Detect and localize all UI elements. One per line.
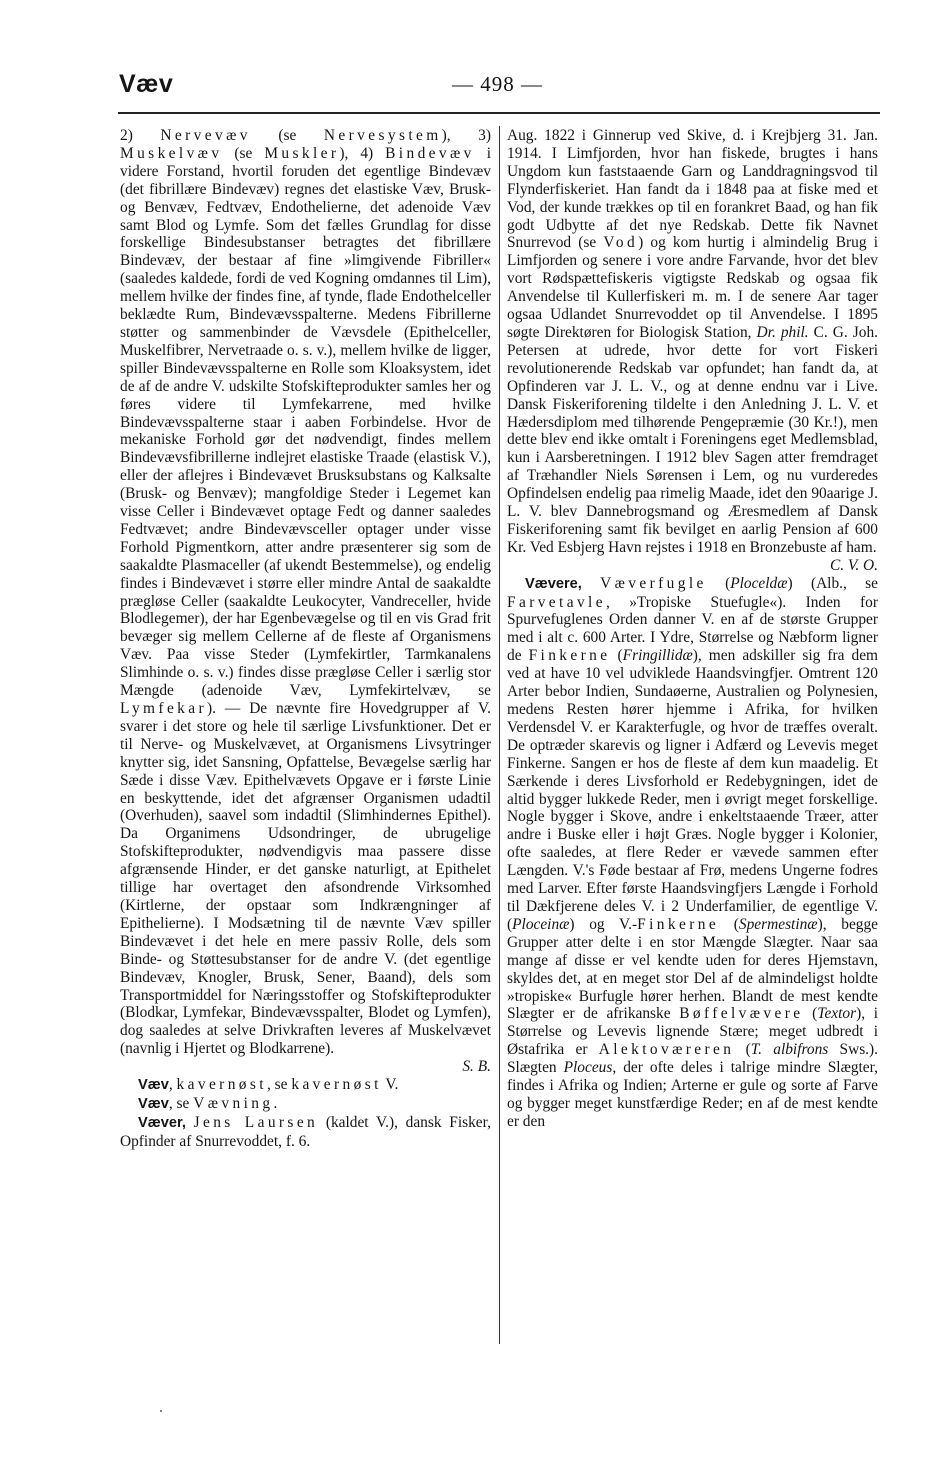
cross-reference: Vod — [603, 234, 639, 252]
entry-lemma: Væv — [138, 1077, 169, 1094]
text-run: ( — [706, 574, 731, 592]
text-run: (se — [222, 144, 265, 162]
entry-lemma: Vævere, — [525, 575, 582, 592]
header-rule — [118, 112, 880, 114]
cross-reference: kavernøst — [291, 1076, 382, 1094]
entry-lemma: Væv — [138, 1095, 169, 1112]
italic-term: Ploceus — [563, 1059, 613, 1077]
text-run: , »Tropiske Stuefugle«). Inden for Spurvefuglenes Orden danner V. en af de største Grupper med i alt c. 600 Arter. I Ydre, Størrelse og Næbform ligner de — [507, 593, 878, 665]
spaced-term: Alektoværeren — [598, 1041, 735, 1059]
text-run: ( — [803, 1005, 818, 1023]
cross-reference: Lymfekar — [120, 700, 208, 717]
spaced-term: Finkerne — [637, 915, 720, 933]
italic-term: Ploceinæ — [512, 915, 570, 933]
text-run: ), 3) — [441, 127, 491, 144]
spaced-term: Væverfugle — [600, 574, 707, 592]
print-speck — [160, 1410, 162, 1412]
text-run — [582, 575, 600, 592]
text-run: ), 4) — [339, 144, 386, 162]
text-run: , der ofte deles i talrige mindre Slægter, findes i Afrika og Indien; Arterne er gule og sorte af Farve og bygger meget kunstfærdige Reder; en af de mest kendte er den — [507, 1059, 878, 1130]
running-head-headword: Væv — [119, 70, 174, 98]
cross-reference: Farvetavle — [507, 593, 606, 611]
entry-vaev-kavernoest — [120, 1076, 491, 1095]
text-run: ), men adskiller sig fra dem ved at have 10 vel udviklede Haandsvingfjer. Omtrent 120 Arter bebor Indien, Sundaøerne, Australien og Polynesien, medens Resten hører hjemme i Afrika, for hvilken Verdensdel V. er Karakterfugle, og hvor de træffes overalt. De optræder skarevis og ligner i Adfærd og Levevis meget Finkerne. Sangen er hos de fleste af dem kun maadelig. Et Særkende i deres Livsforhold er Redebygningen, idet de altid bygger lukkede Reder, men i øvrigt meget forskellige. Nogle bygger i Skove, andre i enkeltstaaende Træer, atter andre i Buske eller i højt Græs. Nogle bygger i Kolonier, ofte saaledes, at flere Reder er vævede sammen efter Længden. V.'s Føde bestaar af Frø, medens Ungerne fodres med Larver. Efter første Haandsvingfjers Længde i Forhold til Dækfjerene deles V. i 2 Underfamilier, de egentlige V. ( — [507, 647, 879, 933]
left-column — [120, 127, 491, 1151]
text-run: V. — [381, 1076, 399, 1094]
entry-lemma: Væver, — [138, 1114, 186, 1131]
text-run: , se — [266, 1076, 292, 1094]
text-run: Sws.). Slægten — [507, 1041, 879, 1077]
entry-vaever-continuation — [507, 127, 878, 574]
text-run: ( — [719, 915, 739, 933]
column-divider — [499, 126, 500, 1344]
entry-vaev-vaevning — [120, 1095, 491, 1114]
text-run: 2) — [120, 127, 161, 144]
text-run: , — [168, 1076, 177, 1094]
author-signature: C. V. O. — [829, 556, 878, 574]
spaced-term: Finkerne — [528, 647, 611, 665]
text-run: ( — [610, 647, 623, 665]
text-run: (se — [250, 127, 324, 144]
spaced-term: Bindevæv — [385, 144, 475, 162]
entry-vaever — [120, 1114, 491, 1151]
italic-term: T. albifrons — [750, 1041, 829, 1059]
spaced-term: Muskelvæv — [120, 144, 223, 162]
author-signature: S. B. — [462, 1058, 491, 1076]
text-run: ), i Størrelse og Levevis lignende Stære; meget udbredt i Østafrika er — [507, 1005, 878, 1059]
page-number: — 498 — — [452, 72, 543, 96]
spaced-term: kavernøst — [176, 1076, 267, 1094]
italic-term: Ploceldæ — [730, 574, 788, 592]
spaced-term: Nervevæv — [160, 127, 251, 144]
text-run: Aug. 1822 i Ginnerup ved Skive, d. i Krejbjerg 31. Jan. 1914. I Limfjorden, hvor han fiskede, brugtes i hans Ungdom kun faststaaende Garn og Landdragningsvod til Flynderfiskeriet. Han fandt da i 1848 paa at fiske med et Vod, der kunde trækkes op til en forankret Baad, og han fik godt Udbytte af det nye Redskab. Dette fik Navnet Snurrevod (se — [507, 127, 878, 252]
person-name: Jens Laursen — [193, 1113, 319, 1131]
entry-vaev-continuation — [120, 127, 491, 1058]
cross-reference: Nervesystem — [323, 127, 442, 144]
text-run: . — [273, 1094, 278, 1112]
text-run: C. G. Joh. Petersen at udrede, hvor dette for vort Fiskeri revolutionerende Redskab var opfundet; han fandt da, at Opfinderen var J. L. V., og at denne endnu var i Live. Dansk Fiskeriforening tildelte i den Anledning J. L. V. et Hædersdiplom med tilhørende Pengepræmie (30 Kr.!), men dette blev end ikke omtalt i Foreningens eget Medlemsblad, kun i Aarsberetningen. I 1912 blev Sagen atter fremdraget af Træhandler Niels Sørensen i Lem, og nu vurderedes Opfindelsen endelig paa rimelig Maade, idet den 90aarige J. L. V. blev Dannebrogsmand og Æresmedlem af Dansk Fiskeriforening samt fik bevilget en aarlig Pension af 600 Kr. Ved Esbjerg Havn rejstes i 1918 en Bronzebuste af ham. — [507, 323, 878, 556]
cross-reference: Muskler — [264, 144, 340, 162]
text-run: , se — [168, 1094, 194, 1112]
italic-term: Spermestinæ — [738, 915, 818, 933]
spaced-term: Bøffelvævere — [679, 1005, 804, 1023]
text-run: ) og kom hurtig i almindelig Brug i Limfjorden og senere i vore andre Farvande, hvor det blev vort Rødspættefiskeris vigtigste Redskab og ogsaa fik Anvendelse til Kullerfiskeri m. m. I de senere Aar tager ogsaa Udlandet Snurrevoddet op til Anvendelse. I 1895 søgte Direktøren for Biologisk Station, — [507, 234, 878, 341]
text-run: ). — De nævnte fire Hovedgrupper af V. svarer i det store og hele til særlige Livsfunktioner. Det er til Nerve- og Muskelvævet, at Organismens Livsytringer knytter sig, idet Sansning, Opfattelse, Bevægelse særlig har Sæde i disse Væv. Epithelvævets Opgave er i første Linie en beskyttende, idet det afgrænser Organismen udadtil (Overhuden), saavel som indadtil (Slimhindernes Epithel). Da Organimens Udsondringer, de ubrugelige Stofskifteprodukter, nødvendigvis maa passere disse afgrænsende Hinder, er det ganske naturligt, at Epithelet tillige har overtaget den afsondrende Virksomhed (Kirtlerne, der opstaar som Indkrængninger af Epithelierne). I Modsætning til de nævnte Væv spiller Bindevævet i det hele en mere passiv Rolle, dels som Binde- og Støttesubstanser for de andre V. (det egentlige Bindevæv, Knogler, Brusk, Sener, Baand), dels som Transportmiddel for Næringsstoffer og Stofskifteprodukter (Blodkar, Lymfekar, Bindevævsspalter, Blodet og Lymfen), dog saaledes at selve Drivkraften leveres af Muskelvævet (navnlig i Hjertet og Blodkarrene). — [120, 700, 491, 1058]
text-run: (kaldet V.), dansk Fisker, Opfinder af Snurrevoddet, f. 6. — [120, 1113, 491, 1150]
right-column — [507, 127, 878, 1131]
text-run: ( — [734, 1041, 751, 1059]
text-run: ) og V.- — [569, 915, 638, 933]
text-run — [186, 1114, 194, 1131]
text-run: ) (Alb., se — [787, 574, 878, 592]
italic-term: Fringillidæ — [622, 647, 693, 665]
text-run: i videre Forstand, hvortil foruden det egentlige Bindevæv (det fibrillære Bindevæv) regnes det elastiske Væv, Brusk- og Benvæv, Fedtvæv, Endothelierne, det adenoide Væv samt Blod og Lymfe. Som det fælles Grundlag for disse forskellige Bindesubstanser betragtes det fibrillære Bindevæv, der bestaar af fine »limgivende Fibriller« (saaledes kaldede, fordi de ved Kogning omdannes til Lim), mellem hvilke der findes fine, af tynde, flade Endothelceller beklædte Rum, Bindevævsspalterne. Medens Fibrillerne støtter og sammenbinder de Vævsdele (Epithelceller, Muskelfibrer, Nervetraade o. s. v.), mellem hvilke de ligger, spiller Bindevævsspalterne en Rolle som Kloaksystem, idet de af de andre V. udskilte Stofskifteprodukter samles her og føres videre til Lymfekarrene, med hvilke Bindevævsspalterne staar i aaben Forbindelse. Hvor de mekaniske Forhold gør det nødvendigt, findes mellem Bindevævsfibrillerne indlejret elastiske Traade (elastisk V.), eller der aflejres i Bindevævet Brusksubstans og Kalksalte (Brusk- og Benvæv); mangfoldige Steder i Legemet kan visse Celler i Bindevævet optage Fedt og danner saaledes Fedtvævet; andre Bindevævsceller optager under visse Forhold Pigmentkorn, atter andre præsenterer sig som de saakaldte Plasmaceller (af ukendt Bestemmelse), og endelig findes i Bindevævet i større eller mindre Antal de saakaldte prægløse Celler (saakaldte Leukocyter, Vandreceller, hvide Blodlegemer), der har Egenbevægelse og til en vis Grad frit bevæger sig mellem Cellerne af de fleste af Organismens Væv. Paa visse Steder (Lymfekirtler, Tarmkanalens Slimhinde o. s. v.) findes disse prægløse Celler i særlig stor Mængde (adenoide Væv, Lymfekirtelvæv, se — [120, 144, 491, 700]
entry-vaevere — [507, 575, 878, 1131]
italic-term: Dr. phil. — [756, 323, 809, 341]
text-run: ), begge Grupper atter delte i en stor Mængde Slægter. Naar saa mange af disse er vel kendte uden for deres Hjemstavn, skyldes det, at en meget stor Del af de almindeligst holdte »tropiske« Burfugle hører herhen. Blandt de mest kendte Slægter er de afrikanske — [507, 915, 878, 1023]
italic-term: Textor — [817, 1005, 857, 1023]
cross-reference: Vævning — [193, 1094, 274, 1112]
